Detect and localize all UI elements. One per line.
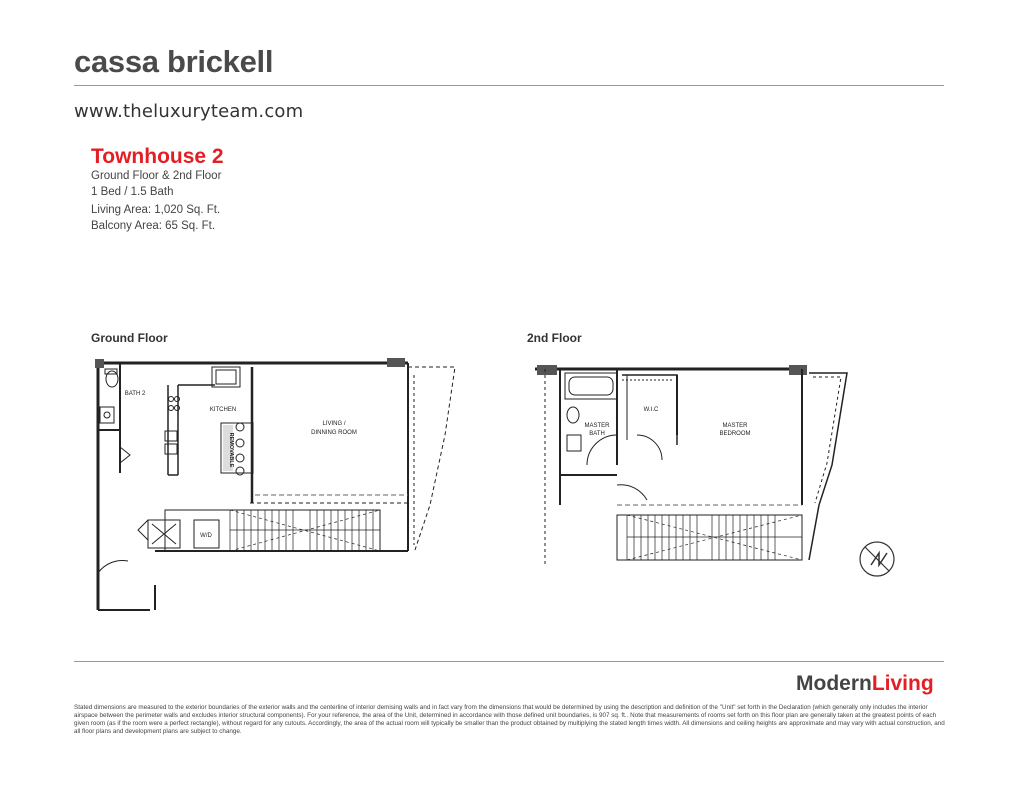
room-wd: W/D	[200, 533, 212, 539]
brand-title: cassa brickell	[74, 44, 274, 79]
room-master-bath-line1: MASTER	[584, 423, 610, 429]
logo-modern: Modern	[796, 672, 872, 695]
second-floor-plan	[527, 355, 867, 575]
unit-living-area: Living Area: 1,020 Sq. Ft.	[91, 204, 221, 216]
room-kitchen: KITCHEN	[209, 407, 237, 413]
ground-floor-label: Ground Floor	[91, 331, 168, 345]
room-master-bed-line1: MASTER	[722, 423, 748, 429]
disclaimer-text: Stated dimensions are measured to the exterior boundaries of the exterior walls and the centerline of interior demising walls and in fact vary from the dimensions that would be determined by using the description and definition of the "Unit" set forth in the Declaration (which generally only includes the interior airspace between the perimeter walls and excludes interior structural components). For your reference, the area of the Unit, determined in accordance with those defined unit boundaries, is 907 sq. ft.. Note that measurements of rooms set forth on this floor plan are generally taken at the greatest points of each given room (as if the room were a perfect rectangle), without regard for any cutouts. Accordingly, the area of the actual room will typically be smaller than the product obtained by multiplying the stated length times width. All dimensions and ceiling heights are approximate and may vary with actual construction, and all floor plans and development plans are subject to change.	[74, 704, 945, 735]
room-master-bath-line2: BATH	[589, 431, 605, 437]
unit-floors: Ground Floor & 2nd Floor	[91, 170, 222, 182]
room-wic: W.I.C	[643, 407, 659, 413]
website-link[interactable]: www.theluxuryteam.com	[74, 101, 304, 122]
unit-title: Townhouse 2	[91, 145, 224, 168]
unit-beds-baths: 1 Bed / 1.5 Bath	[91, 186, 174, 198]
ground-floor-plan	[90, 355, 470, 620]
room-living-line2: DINNING ROOM	[311, 430, 357, 436]
unit-balcony-area: Balcony Area: 65 Sq. Ft.	[91, 220, 216, 232]
room-living-line1: LIVING /	[322, 421, 346, 427]
second-floor-label: 2nd Floor	[527, 331, 582, 345]
north-arrow-icon	[857, 539, 897, 584]
room-bath2: BATH 2	[124, 391, 146, 397]
header-divider	[74, 85, 944, 86]
footer-divider	[74, 661, 944, 662]
island-removable: REMOVABLE	[228, 432, 234, 468]
modern-living-logo	[796, 672, 934, 696]
room-master-bed-line2: BEDROOM	[719, 431, 751, 437]
logo-living: Living	[871, 672, 934, 695]
